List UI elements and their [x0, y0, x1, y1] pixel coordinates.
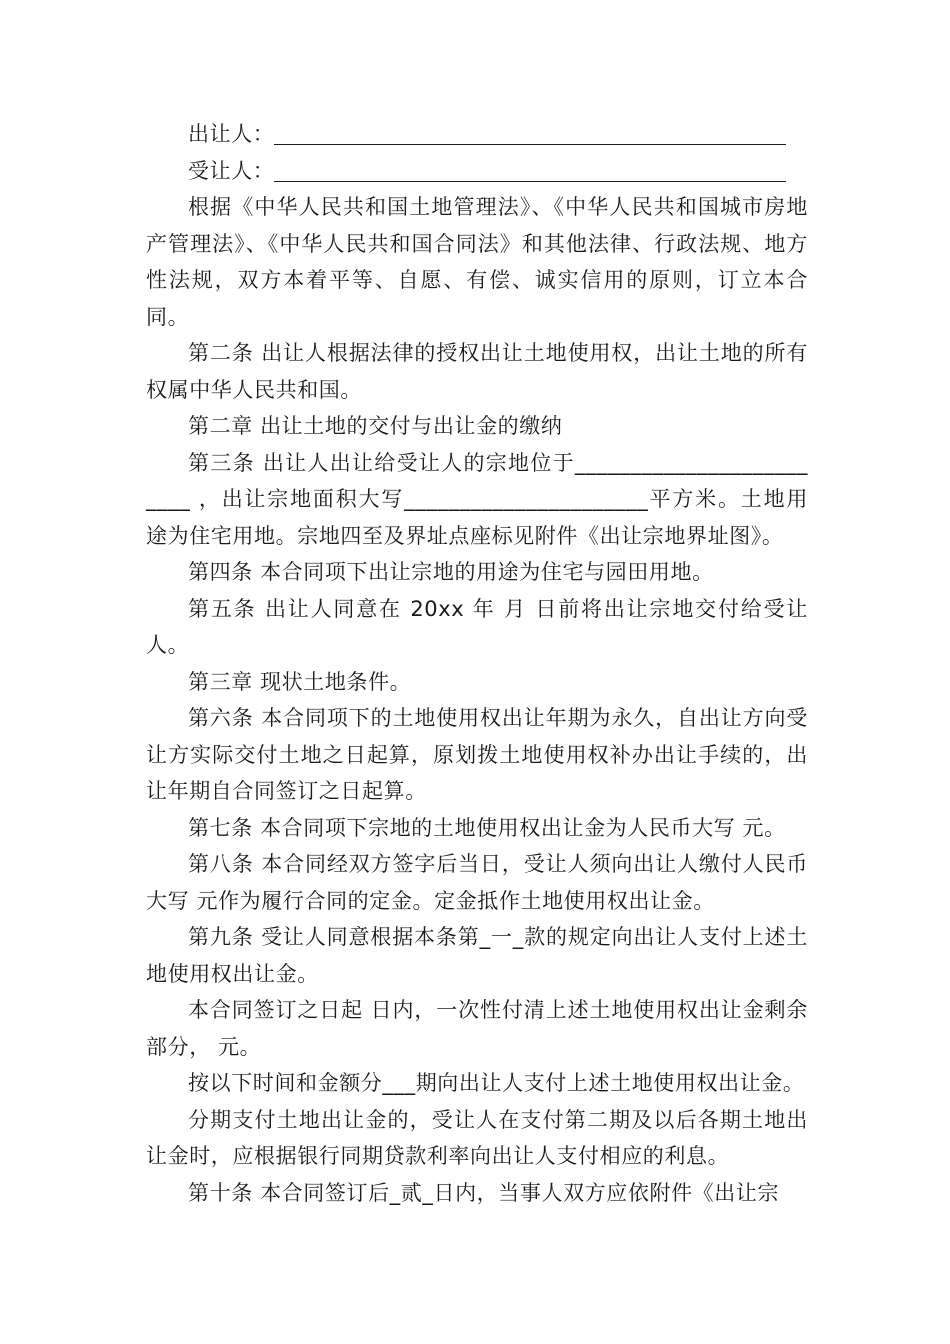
- contract-body: [146, 116, 808, 1211]
- article-7-paragraph: 第七条 本合同项下宗地的土地使用权出让金为人民币大写 元。: [188, 815, 786, 840]
- transferor-line: [146, 116, 808, 153]
- article-2-paragraph: 第二条 出让人根据法律的授权出让土地使用权，出让土地的所有权属中华人民共和国。: [146, 341, 808, 402]
- article-6-paragraph: 第六条 本合同项下的土地使用权出让年期为永久，自出让方向受让方实际交付土地之日起算，原划拨土地使用权补办出让手续的，出让年期自合同签订之日起算。: [146, 706, 808, 803]
- transferee-line: [146, 153, 808, 190]
- article-9-paragraph: 第九条 受让人同意根据本条第_一_款的规定向出让人支付上述土地使用权出让金。: [146, 925, 808, 986]
- chapter-3-heading: 第三章 现状土地条件。: [188, 669, 412, 694]
- preamble-paragraph: 根据《中华人民共和国土地管理法》、《中华人民共和国城市房地产管理法》、《中华人民共和国合同法》和其他法律、行政法规、地方性法规，双方本着平等、自愿、有偿、诚实信用的原则，订立本合同。: [146, 195, 808, 329]
- article-3-paragraph: 第三条 出让人出让给受让人的宗地位于_____________________ ____ ，出让宗地面积大写______________________平方米。土地用途为住宅用地。宗地四至及界址点座标见附件《出让宗地界址图》。: [146, 450, 808, 548]
- article-4-paragraph: 第四条 本合同项下出让宗地的用途为住宅与园田用地。: [188, 560, 714, 584]
- transferee-label: 受让人：: [188, 158, 275, 183]
- article-5-paragraph: 第五条 出让人同意在 20xx 年 月 日前将出让宗地交付给受让人。: [146, 596, 808, 657]
- transferor-label: 出让人：: [188, 122, 275, 146]
- chapter-2-heading: 第二章 出让土地的交付与出让金的缴纳: [188, 414, 563, 438]
- lump-sum-paragraph: 本合同签订之日起 日内，一次性付清上述土地使用权出让金剩余部分， 元。: [146, 998, 808, 1059]
- transferee-signature-blank: [274, 159, 786, 182]
- article-8-paragraph: 第八条 本合同经双方签字后当日，受让人须向出让人缴付人民币大写 元作为履行合同的定金。定金抵作土地使用权出让金。: [146, 852, 808, 913]
- transferor-signature-blank: [274, 122, 786, 145]
- installment-paragraph: 按以下时间和金额分___期向出让人支付上述土地使用权出让金。: [188, 1071, 805, 1095]
- interest-paragraph: 分期支付土地出让金的，受让人在支付第二期及以后各期土地出让金时，应根据银行同期贷款利率向出让人支付相应的利息。: [146, 1107, 808, 1168]
- article-10-paragraph: 第十条 本合同签订后_贰_日内，当事人双方应依附件《出让宗: [188, 1180, 780, 1205]
